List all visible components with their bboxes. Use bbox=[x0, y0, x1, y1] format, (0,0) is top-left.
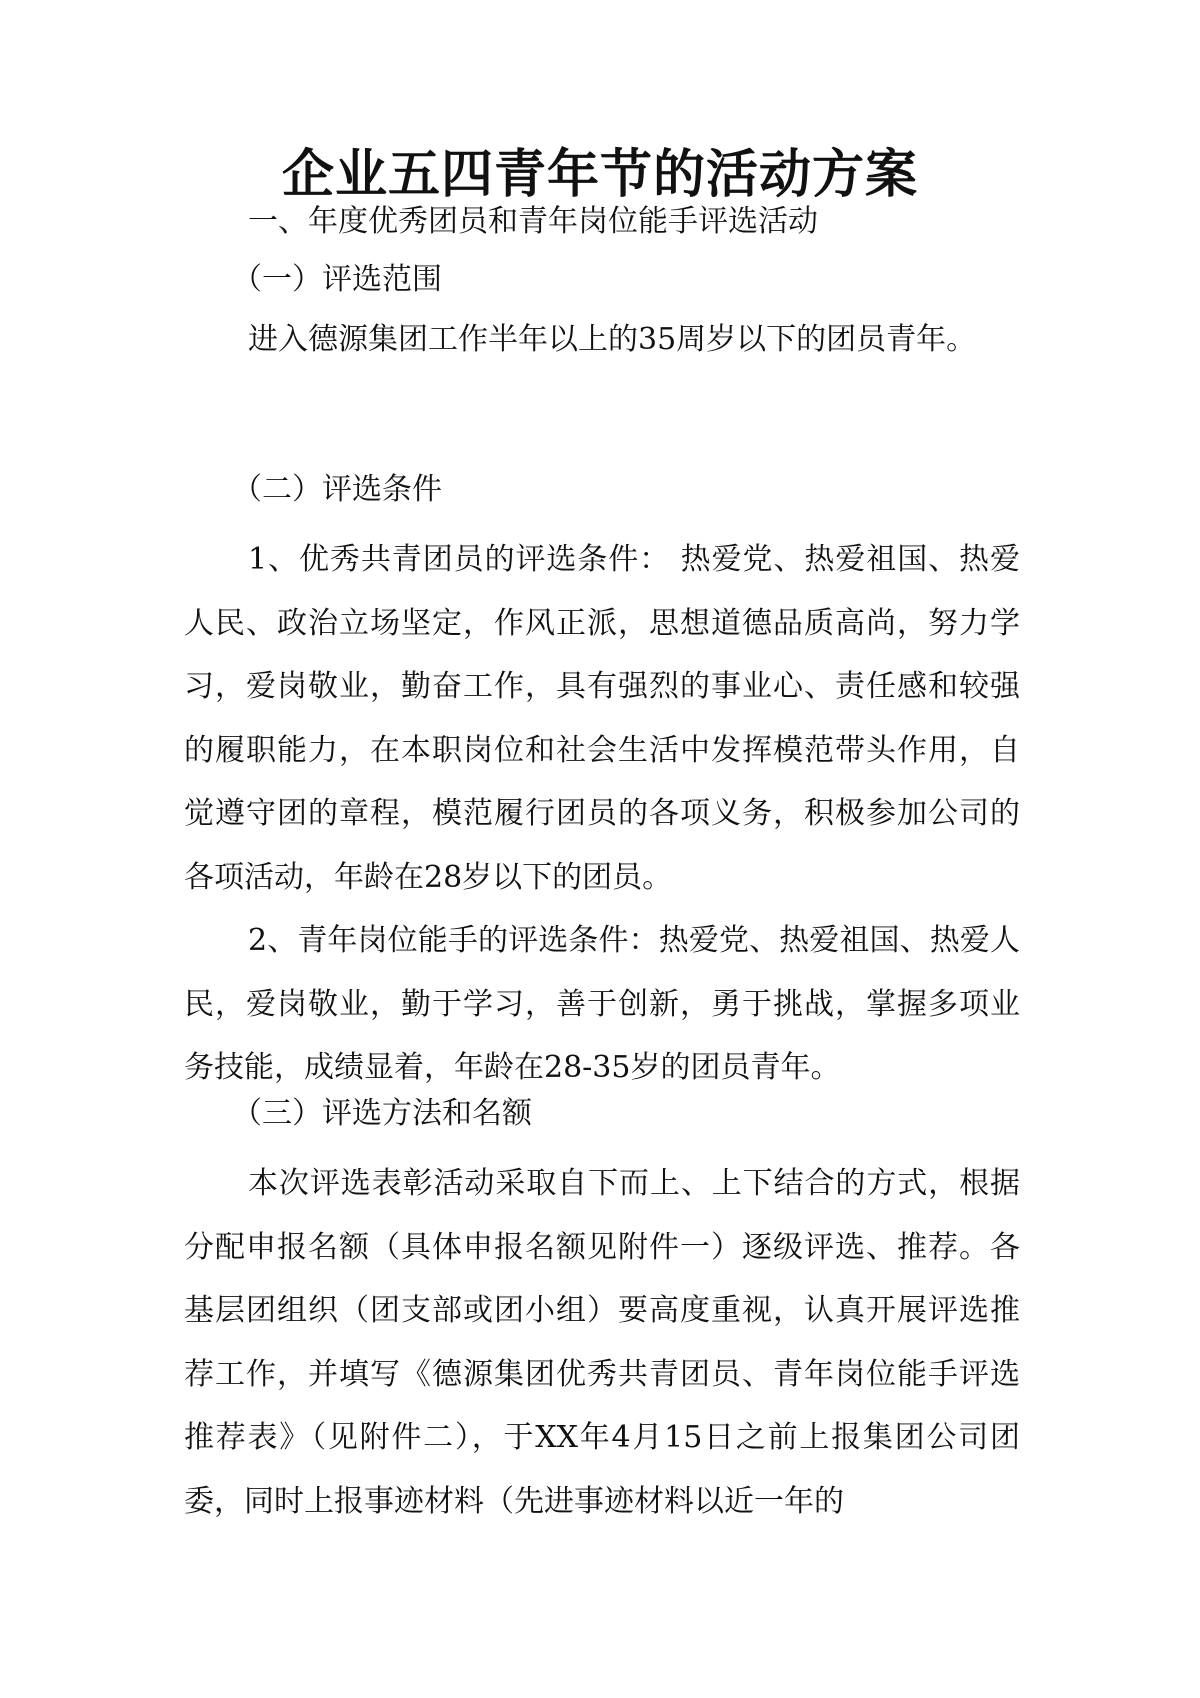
scope-text: 进入德源集团工作半年以上的35周岁以下的团员青年。 bbox=[248, 322, 977, 357]
document-title: 企业五四青年节的活动方案 bbox=[281, 144, 918, 205]
section-heading-1: 一、年度优秀团员和青年岗位能手评选活动 bbox=[248, 204, 818, 239]
condition-item-1: 1、优秀共青团员的评选条件： 热爱党、热爱祖国、热爱人民、政治立场坚定，作风正派，思想道德品质高尚，努力学习，爱岗敬业，勤奋工作，具有强烈的事业心、责任感和较强的履职能力，在本职岗位和社会生活中发挥模范带头作用，自觉遵守团的章程，模范履行团员的各项义务，积极参加公司的各项活动，年龄在28岁以下的团员。 bbox=[184, 542, 1020, 895]
subsection-heading-scope: （一）评选范围 bbox=[232, 262, 442, 297]
method-text: 本次评选表彰活动采取自下而上、上下结合的方式，根据分配申报名额（具体申报名额见附件一）逐级评选、推荐。各基层团组织（团支部或团小组）要高度重视，认真开展评选推荐工作，并填写《德源集团优秀共青团员、青年岗位能手评选推荐表》（见附件二），于XX年4月15日之前上报集团公司团委，同时上报事迹材料（先进事迹材料以近一年的 bbox=[184, 1166, 1020, 1519]
subsection-heading-conditions: （二）评选条件 bbox=[232, 472, 442, 507]
subsection-heading-method: （三）评选方法和名额 bbox=[232, 1096, 532, 1131]
condition-item-2: 2、青年岗位能手的评选条件：热爱党、热爱祖国、热爱人民，爱岗敬业，勤于学习，善于创新，勇于挑战，掌握多项业务技能，成绩显着，年龄在28-35岁的团员青年。 bbox=[184, 923, 1020, 1085]
